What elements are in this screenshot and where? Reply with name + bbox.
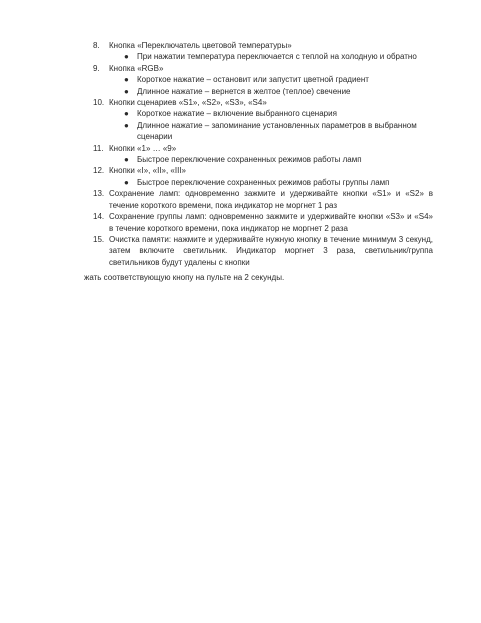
list-item-text: Кнопки сценариев «S1», «S2», «S3», «S4»: [109, 98, 267, 108]
list-item-text: Очистка памяти: нажмите и удерживайте нужную кнопку в течение минимум 3 секунд, затем включите светильник. Индикатор моргнет 3 раза, светильник/группа светильников будут удалены с кнопки: [109, 234, 433, 267]
bullet-icon: ●: [124, 86, 129, 96]
list-item-number: 13.: [93, 189, 105, 199]
list-item: [93, 97, 433, 108]
sub-list-item-text: Длинное нажатие – вернется в желтое (теплое) свечение: [137, 86, 351, 96]
list-item-text: Сохранение группы ламп: одновременно зажмите и удерживайте кнопки «S3» и «S4» в течение короткого времени, пока индикатор не моргнет 2 раза: [109, 212, 433, 233]
list-item-number: 14.: [93, 212, 105, 222]
sub-list-item-text: Быстрое переключение сохраненных режимов работы группы ламп: [137, 177, 390, 187]
sub-list-item-text: Короткое нажатие – включение выбранного сценария: [137, 109, 337, 119]
sub-list-item-text: Быстрое переключение сохраненных режимов работы ламп: [137, 155, 362, 165]
sub-list-item: [93, 120, 433, 143]
list-item-text: Кнопка «Переключатель цветовой температуры»: [109, 41, 292, 50]
list-item-number: 12.: [93, 166, 105, 176]
list-item-number: 11.: [93, 143, 104, 153]
list-item-text: Кнопка «RGB»: [109, 63, 164, 73]
bullet-icon: ●: [124, 52, 129, 62]
list-item: [93, 234, 433, 268]
list-item-number: 10.: [93, 98, 105, 108]
bullet-icon: ●: [124, 109, 129, 119]
list-item-text: Кнопки «1» … «9»: [109, 143, 177, 153]
instructions-list: [93, 40, 433, 268]
bullet-icon: ●: [124, 75, 129, 85]
bullet-icon: ●: [124, 120, 129, 130]
list-item-text: Кнопки «I», «II», «III»: [109, 166, 186, 176]
sub-list-item: [93, 86, 433, 97]
list-item-number: 9.: [93, 63, 100, 73]
list-item: [93, 40, 433, 51]
sub-list-item-text: Короткое нажатие – остановит или запустит цветной градиент: [137, 75, 369, 85]
sub-list-item: [93, 154, 433, 165]
footer-text: жать соответствующую кнопу на пульте на 2 секунды.: [84, 273, 285, 282]
list-item: [93, 165, 433, 176]
list-item: [93, 211, 433, 234]
list-item: [93, 188, 433, 211]
list-item-number: 8.: [93, 41, 100, 50]
bullet-icon: ●: [124, 155, 129, 165]
sub-list-item-text: Длинное нажатие – запоминание установленных параметров в выбранном сценарии: [137, 120, 417, 142]
list-item-text: Сохранение ламп: одновременно зажмите и удерживайте кнопки «S1» и «S2» в течение короткого времени, пока индикатор не моргнет 1 раз: [109, 189, 433, 210]
sub-list-item-text: При нажатии температура переключается с теплой на холодную и обратно: [137, 52, 417, 62]
sub-list-item: [93, 177, 433, 188]
list-item-number: 15.: [93, 234, 105, 244]
list-item: [93, 63, 433, 74]
list-item: [93, 143, 433, 154]
sub-list-item: [93, 51, 433, 62]
sub-list-item: [93, 108, 433, 119]
sub-list-item: [93, 74, 433, 85]
bullet-icon: ●: [124, 177, 129, 187]
